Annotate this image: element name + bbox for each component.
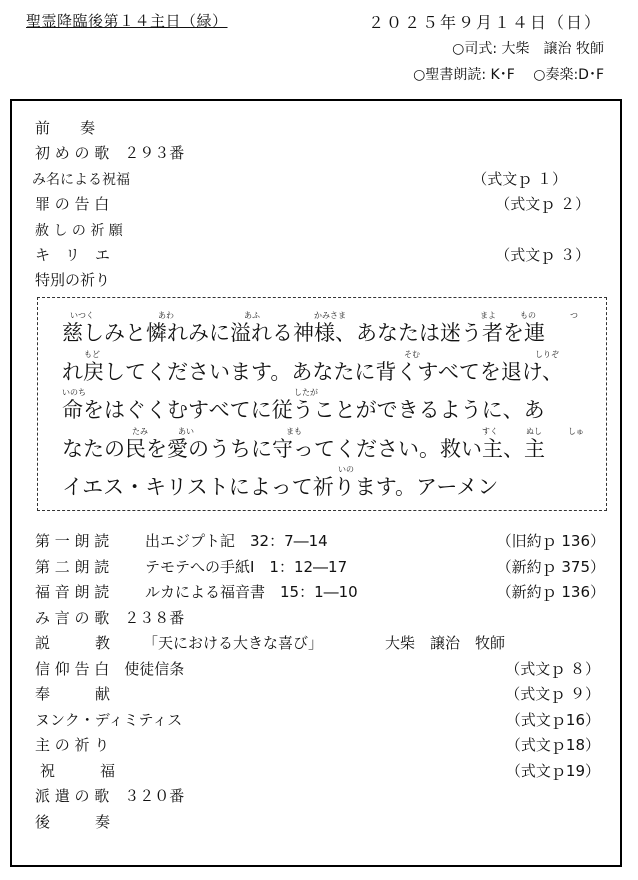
prayer-box [37, 297, 607, 511]
ruby: したが [294, 388, 318, 397]
ruby: もの [520, 311, 536, 320]
ruby: つ [570, 311, 578, 320]
second-reading: 第 二 朗 読 テモテへの手紙Ⅰ 1：12―17 （新約ｐ 375） [35, 558, 605, 576]
ruby: たみ [132, 427, 148, 436]
prelude: 前 奏 [35, 119, 96, 137]
opening-hymn: 初 め の 歌 ２９３番 [35, 144, 185, 162]
kyrie: キ リ エ （式文ｐ ３） [35, 246, 590, 264]
prayer-line: なたの民を愛のうちに守ってください。救い主、主 [62, 437, 545, 461]
ruby: まも [286, 427, 302, 436]
ruby: いつく [70, 311, 94, 320]
first-reading: 第 一 朗 読 出エジプト記 32：7―14 （旧約ｐ 136） [35, 532, 605, 550]
prayer-line: 慈しみと憐れみに溢れる神様、あなたは迷う者を連 [62, 321, 545, 345]
service-date: ２０２５年９月１４日（日） [367, 13, 602, 32]
ruby: ぬし [526, 427, 542, 436]
ruby: すく [482, 427, 498, 436]
absolution: 赦 し の 祈 願 [35, 223, 123, 239]
postlude: 後 奏 [35, 813, 111, 831]
ruby: もど [84, 350, 100, 359]
prayer-line: れ戻してくださいます。あなたに背くすべてを退け、 [62, 360, 564, 384]
confession: 罪 の 告 白 （式文ｐ ２） [35, 195, 590, 213]
collect: 特別の祈り [35, 271, 111, 289]
ruby: かみさま [314, 311, 346, 320]
ruby: あふ [244, 311, 260, 320]
lords-prayer: 主 の 祈 り （式文ｐ18） [35, 736, 600, 754]
ruby: いのち [62, 388, 86, 397]
prayer-line: イエス・キリストによって祈ります。アーメン [62, 475, 499, 499]
sermon: 説 教 「天における大きな喜び」 大柴 譲治 牧師 [35, 634, 506, 652]
ruby: そむ [404, 350, 420, 359]
ruby: あわ [158, 311, 174, 320]
reader: ○聖書朗読: K･F [413, 67, 515, 83]
creed: 信 仰 告 白 使徒信条 （式文ｐ ８） [35, 660, 600, 678]
sending-hymn: 派 遣 の 歌 ３２０番 [35, 787, 185, 805]
offering: 奉 献 （式文ｐ ９） [35, 685, 600, 703]
order-of-service [10, 99, 622, 867]
ruby: しりぞ [535, 350, 559, 359]
ruby: まよ [480, 311, 496, 320]
gospel-reading: 福 音 朗 読 ルカによる福音書 15：1―10 （新約ｐ 136） [35, 583, 605, 601]
benediction: 祝 福 （式文ｐ19） [40, 762, 600, 780]
prayer-line: 命をはぐくむすべてに従うことができるように、あ [62, 398, 545, 422]
officiant: ○司式: 大柴 譲治 牧師 [452, 41, 604, 57]
ruby: いの [338, 465, 354, 474]
invocation: み名による祝福 （式文ｐ １） [32, 170, 567, 188]
ruby: しゅ [568, 427, 584, 436]
roles-line [399, 64, 604, 84]
header-title: 聖霊降臨後第１４主日（緑） [26, 12, 228, 30]
hymn-of-day: み 言 の 歌 ２３８番 [35, 609, 185, 627]
ruby: あい [178, 427, 194, 436]
music: ○奏楽:D･F [533, 67, 604, 83]
nunc-dimittis: ヌンク・ディミティス （式文ｐ16） [35, 711, 600, 729]
